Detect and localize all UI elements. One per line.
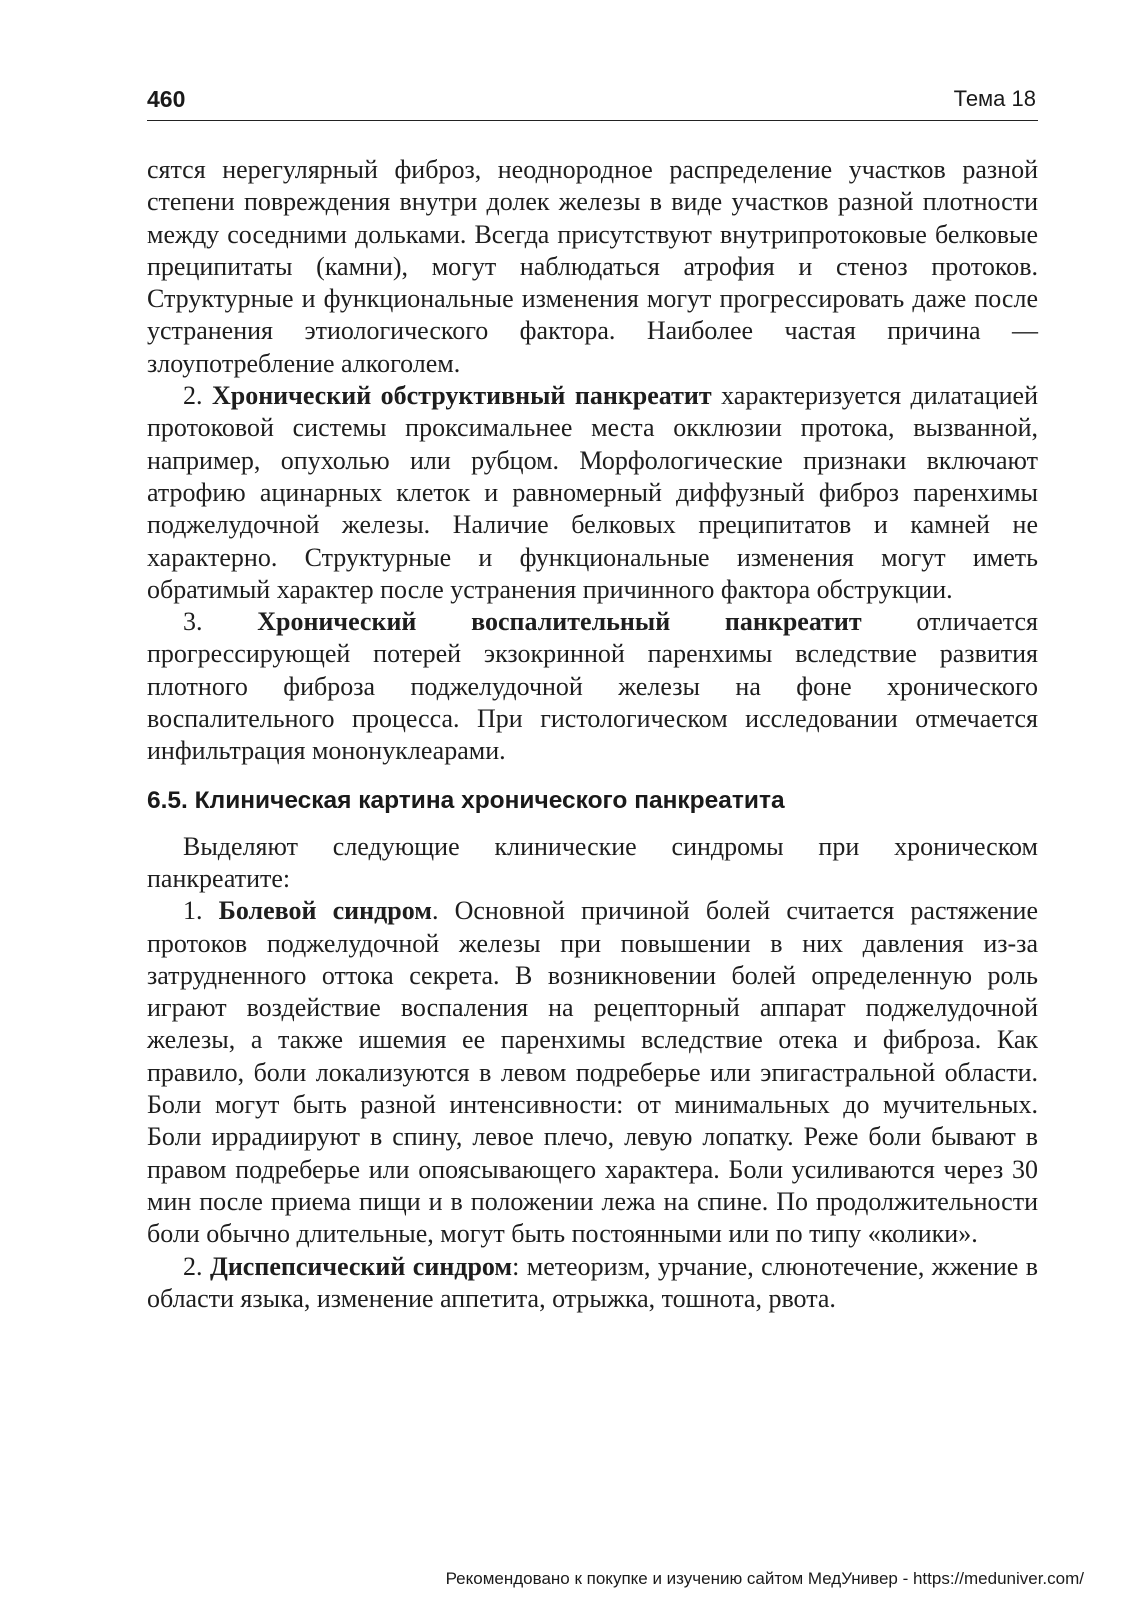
- paragraph-syndromes-intro: Выделяют следующие клинические синдромы при хроническом панкреатите:: [147, 831, 1038, 893]
- list-item-number: 2.: [183, 381, 203, 411]
- list-item-text: отличается прогрессирующей потерей экзокринной паренхимы вследствие развития плотного фиброза поджелудочной железы на фоне хронического воспалительного процесса. При гистологическом исследовании отмечается инфильтрация мононуклеарами.: [147, 607, 1038, 766]
- term-inflammatory-pancreatitis: Хронический воспалительный панкреатит: [257, 607, 862, 637]
- list-item-obstructive: [147, 380, 1038, 606]
- running-title: Тема 18: [953, 86, 1036, 111]
- paragraph-intro: сятся нерегулярный фиброз, неоднородное распределение участков разной степени повреждения внутри долек железы в виде участков разной плотности между соседними дольками. Всегда присутствуют внутрипротоковые белковые преципитаты (камни), могут наблюдаться атрофия и стеноз протоков. Структурные и функциональные изменения могут прогрессировать даже после устранения этиологического фактора. Наиболее частая причина — злоупотребление алкоголем.: [147, 155, 1038, 378]
- page-body: [147, 154, 1038, 1315]
- list-item-dyspeptic-syndrome: [147, 1251, 1038, 1316]
- term-pain-syndrome: Болевой синдром: [218, 896, 432, 926]
- term-dyspeptic-syndrome: Диспепсический синдром: [209, 1251, 513, 1281]
- list-item-text: . Основной причиной болей считается растяжение протоков поджелудочной железы при повышении в них давления из-за затрудненного оттока секрета. В возникновении болей определенную роль играют воздействие воспаления на рецепторный аппарат поджелудочной железы, а также ишемия ее паренхимы вследствие отека и фиброза. Как правило, боли локализуются в левом подреберье или эпигастральной области. Боли могут быть разной интенсивности: от минимальных до мучительных. Боли иррадиируют в спину, левое плечо, левую лопатку. Реже боли бывают в правом подреберье или опоясывающего характера. Боли усиливаются через 30 мин после приема пищи и в положении лежа на спине. По продолжительности боли обычно длительные, могут быть постоянными или по типу «колики».: [147, 896, 1038, 1249]
- term-obstructive-pancreatitis: Хронический обструктивный панкреатит: [211, 381, 712, 411]
- list-item-pain-syndrome: [147, 895, 1038, 1250]
- list-item-number: 2.: [183, 1251, 203, 1281]
- list-item-number: 3.: [183, 607, 203, 637]
- list-item-number: 1.: [183, 896, 203, 926]
- section-heading: 6.5. Клиническая картина хронического панкреатита: [147, 786, 785, 814]
- footer-recommendation: Рекомендовано к покупке и изучению сайтом МедУнивер - https://meduniver.com/: [445, 1569, 1084, 1588]
- page-header: [147, 86, 1038, 121]
- page-number: 460: [147, 86, 186, 112]
- list-item-text: характеризуется дилатацией протоковой системы проксимальнее места окклюзии протока, вызванной, например, опухолью или рубцом. Морфологические признаки включают атрофию ацинарных клеток и равномерный диффузный фиброз паренхимы поджелудочной железы. Наличие белковых преципитатов и камней не характерно. Структурные и функциональные изменения могут иметь обратимый характер после устранения причинного фактора обструкции.: [147, 381, 1039, 604]
- list-item-inflammatory: [147, 606, 1038, 767]
- list-item-text: : метеоризм, урчание, слюнотечение, жжение в области языка, изменение аппетита, отрыжка, тошнота, рвота.: [147, 1251, 1039, 1313]
